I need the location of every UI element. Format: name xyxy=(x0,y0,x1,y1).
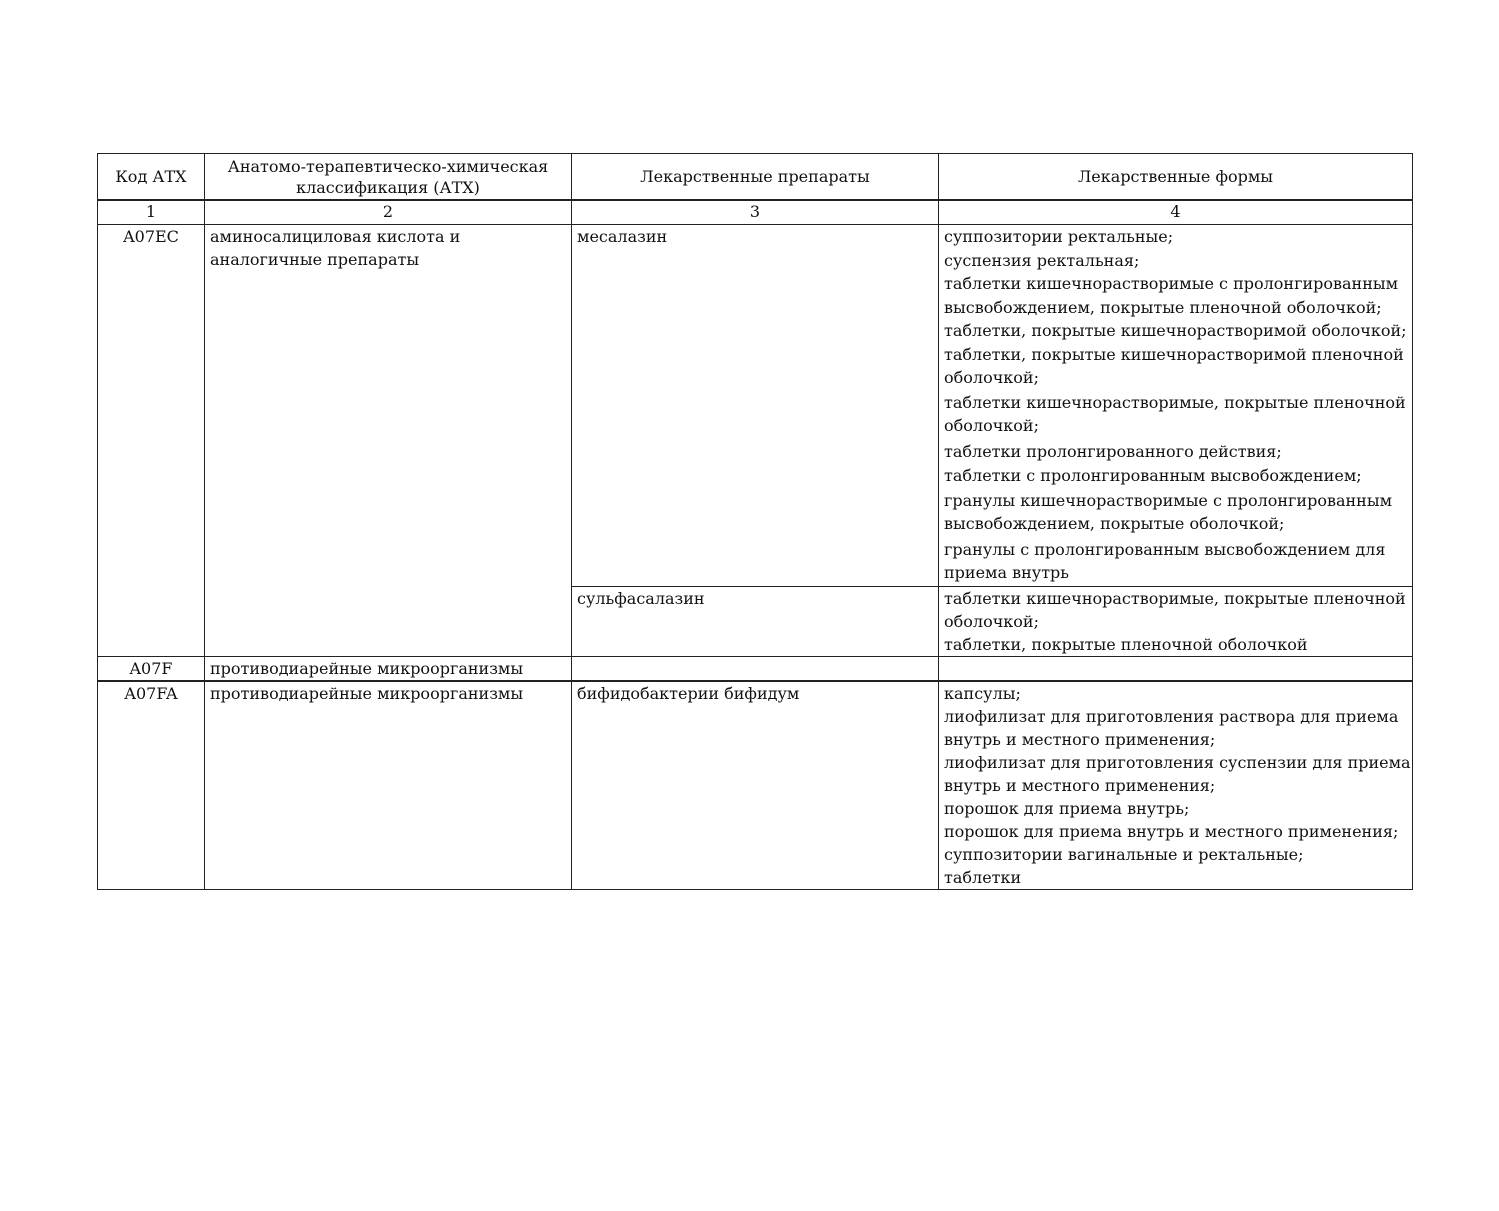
column-number-1: 1 xyxy=(98,200,205,225)
dosage-form-item: таблетки кишечнорастворимые, покрытые пленочной оболочкой; xyxy=(944,392,1406,435)
atc-table xyxy=(97,153,1413,890)
drug-name-cell xyxy=(572,656,939,681)
header-row xyxy=(98,154,1413,201)
header-forms: Лекарственные формы xyxy=(939,154,1413,201)
drug-name-cell: сульфасалазин xyxy=(572,586,939,656)
dosage-forms-cell xyxy=(939,225,1413,587)
dosage-form-item: порошок для приема внутрь; xyxy=(944,798,1190,818)
dosage-form-item: гранулы с пролонгированным высвобождением для приема внутрь xyxy=(944,539,1386,582)
dosage-form-item: капсулы; xyxy=(944,683,1021,703)
table-row-a07f xyxy=(98,656,1413,681)
dosage-form-item: таблетки кишечнорастворимые с пролонгированным высвобождением, покрытые пленочной оболочкой; xyxy=(944,274,1399,317)
dosage-forms-cell xyxy=(939,586,1413,656)
dosage-form-item: таблетки xyxy=(944,867,1022,887)
classification-cell: противодиарейные микроорганизмы xyxy=(205,656,572,681)
column-number-row xyxy=(98,200,1413,225)
dosage-forms-cell xyxy=(939,681,1413,890)
dosage-form-item: таблетки пролонгированного действия; xyxy=(944,441,1282,461)
dosage-forms-cell xyxy=(939,656,1413,681)
drug-name-cell: бифидобактерии бифидум xyxy=(572,681,939,890)
column-number-3: 3 xyxy=(572,200,939,225)
header-classification: Анатомо-терапевтическо-химическая классификация (АТХ) xyxy=(205,154,572,201)
table-header xyxy=(98,154,1413,225)
atc-code-cell: A07FA xyxy=(98,681,205,890)
dosage-form-item: суппозитории вагинальные и ректальные; xyxy=(944,844,1304,864)
table-row-a07fa xyxy=(98,681,1413,890)
classification-cell: аминосалициловая кислота и аналогичные препараты xyxy=(205,225,572,657)
dosage-form-item: таблетки, покрытые пленочной оболочкой xyxy=(944,634,1308,654)
dosage-form-item: суспензия ректальная; xyxy=(944,250,1140,270)
header-drugs: Лекарственные препараты xyxy=(572,154,939,201)
atc-code-cell: A07F xyxy=(98,656,205,681)
dosage-form-item: гранулы кишечнорастворимые с пролонгированным высвобождением, покрытые оболочкой; xyxy=(944,490,1393,533)
dosage-form-item: лиофилизат для приготовления раствора для приема внутрь и местного применения; xyxy=(944,706,1399,749)
dosage-form-item: суппозитории ректальные; xyxy=(944,227,1174,246)
atc-code-cell: A07EC xyxy=(98,225,205,657)
classification-cell: противодиарейные микроорганизмы xyxy=(205,681,572,890)
drug-name-cell: месалазин xyxy=(572,225,939,587)
dosage-form-item: таблетки, покрытые кишечнорастворимой пленочной оболочкой; xyxy=(944,344,1404,387)
table-body xyxy=(98,225,1413,890)
dosage-form-item: порошок для приема внутрь и местного применения; xyxy=(944,821,1399,841)
dosage-form-item: таблетки с пролонгированным высвобождением; xyxy=(944,466,1362,485)
header-code: Код АТХ xyxy=(98,154,205,201)
column-number-2: 2 xyxy=(205,200,572,225)
dosage-form-item: таблетки кишечнорастворимые, покрытые пленочной оболочкой; xyxy=(944,588,1406,631)
dosage-form-item: лиофилизат для приготовления суспензии для приема внутрь и местного применения; xyxy=(944,752,1411,795)
dosage-form-item: таблетки, покрытые кишечнорастворимой оболочкой; xyxy=(944,321,1407,340)
column-number-4: 4 xyxy=(939,200,1413,225)
table-row-a07ec-mesalazine xyxy=(98,225,1413,587)
